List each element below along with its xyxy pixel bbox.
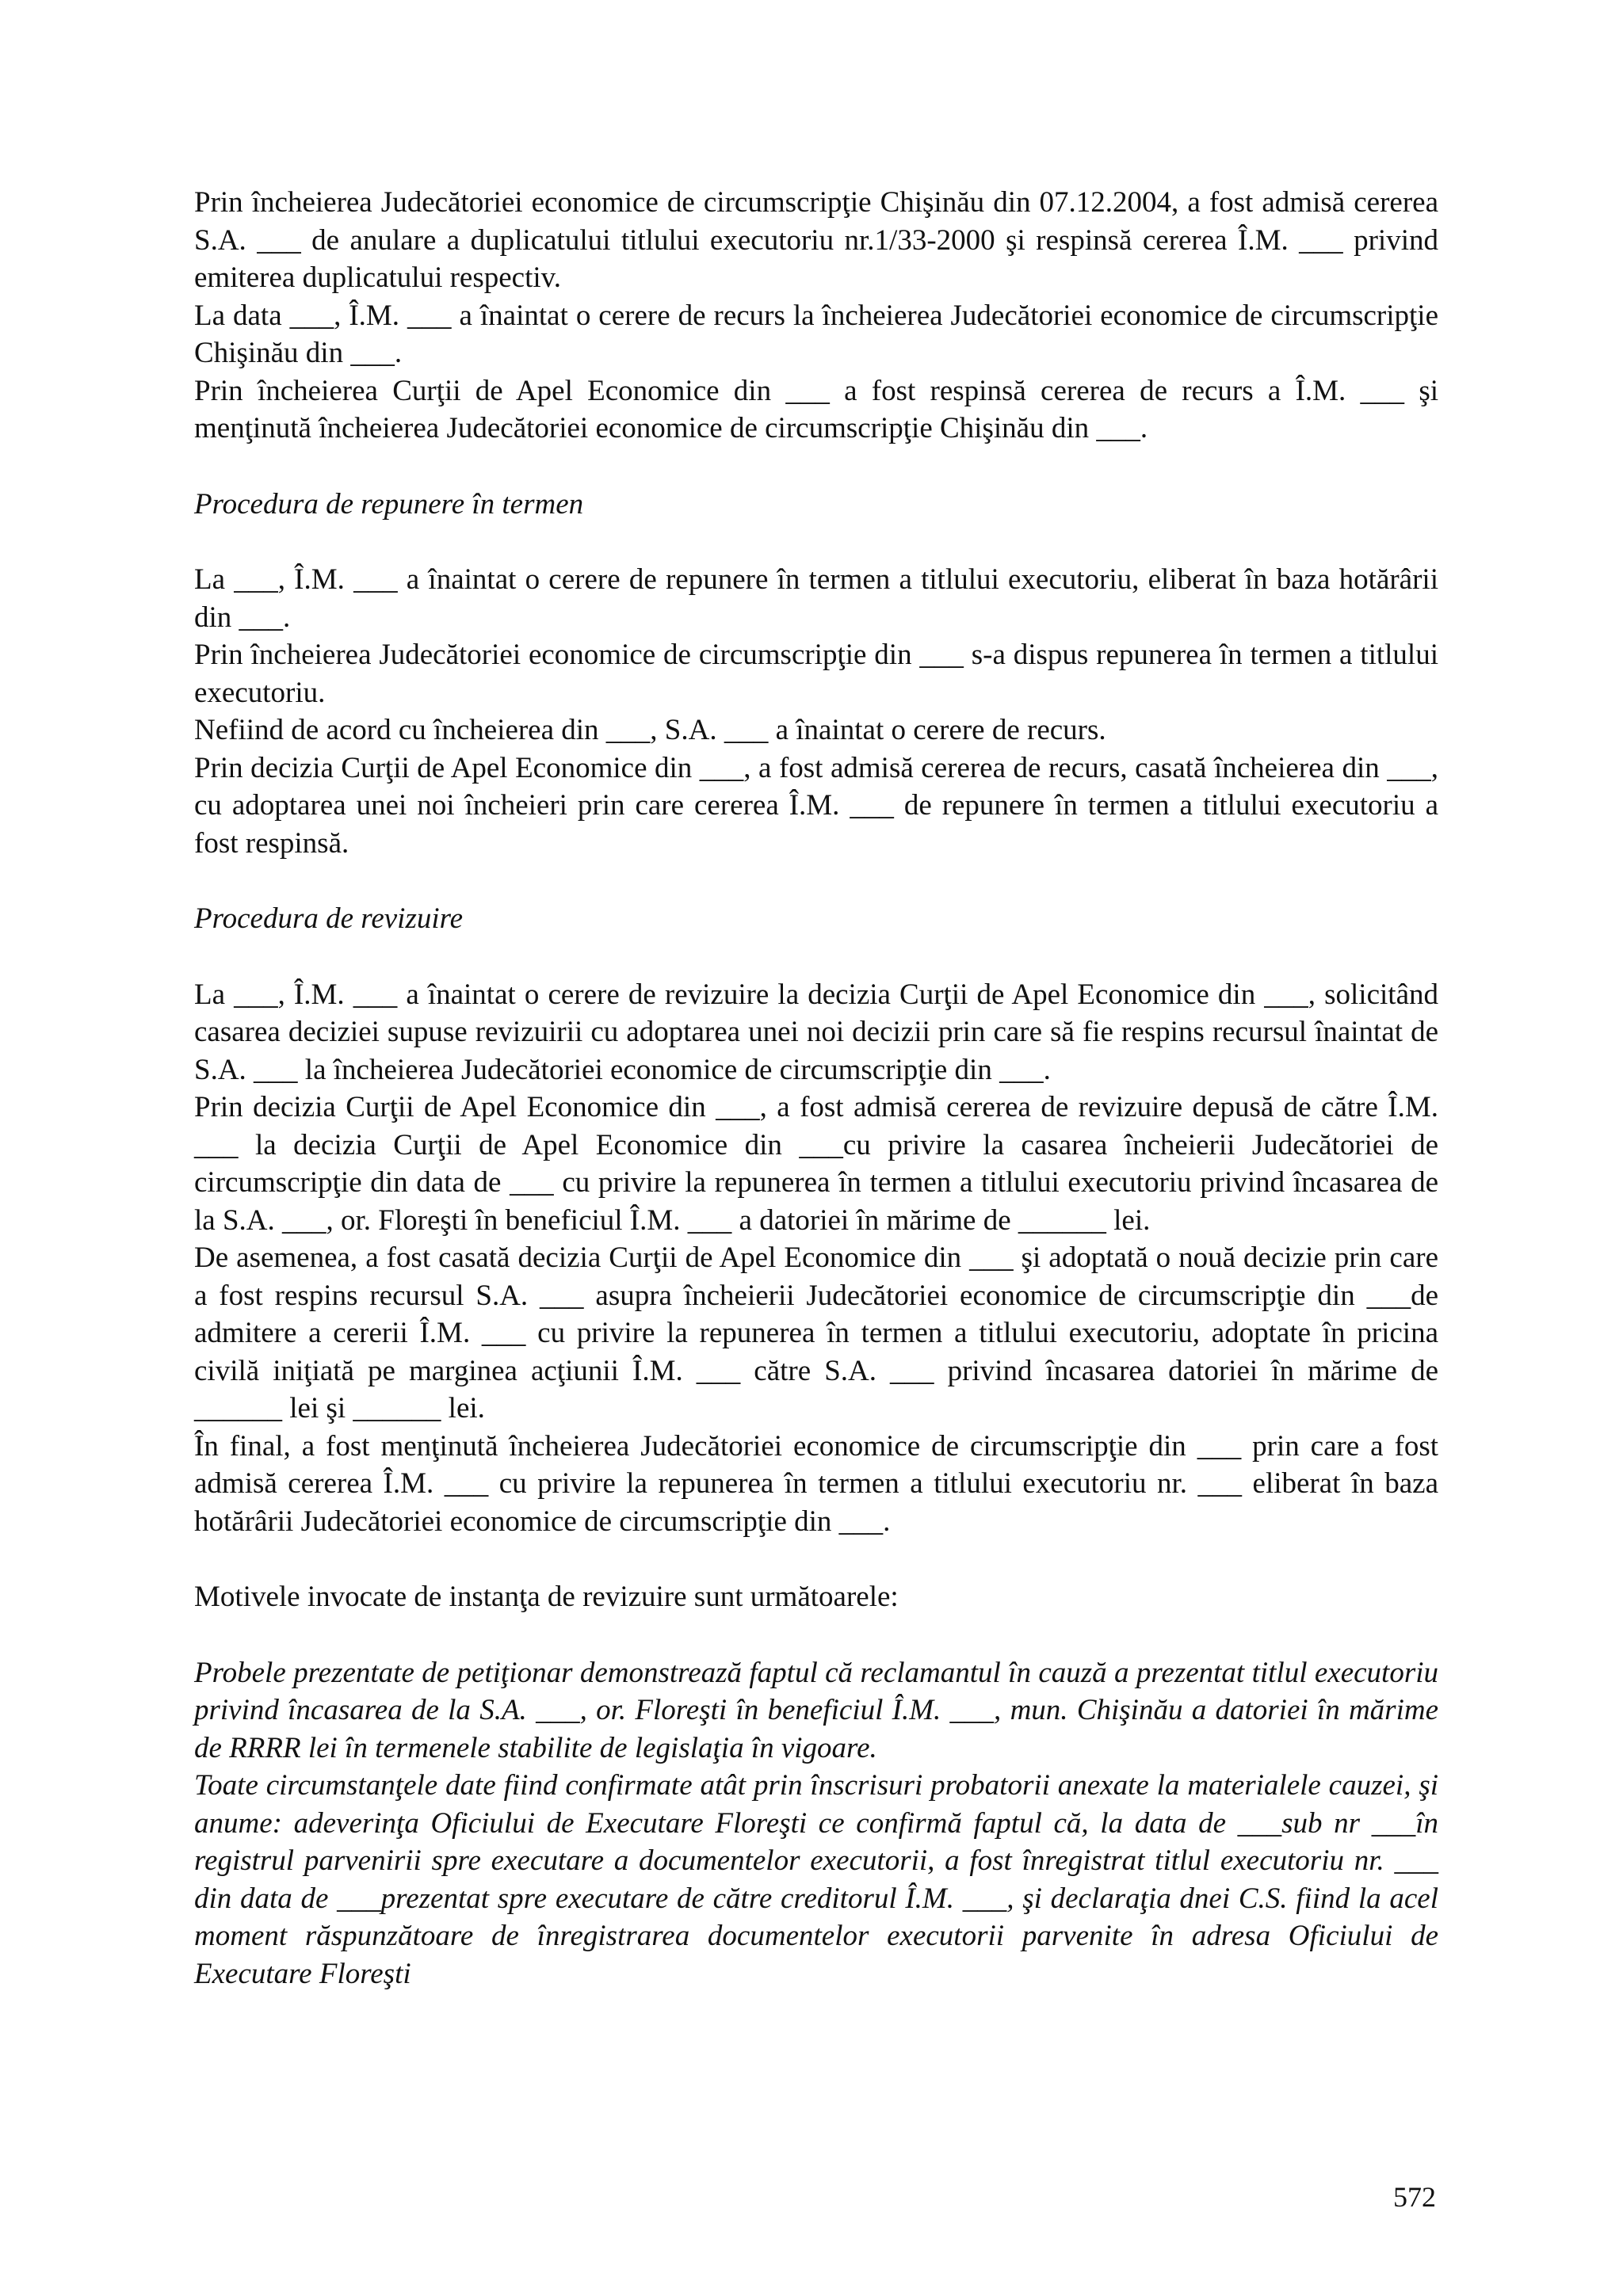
paragraph-revizuire-admisa: Prin decizia Curţii de Apel Economice din ___, a fost admisă cererea de revizuire depusă de către Î.M. ___ la decizia Curţii de Apel Economice din ___cu privire la casarea încheierii Judecătoriei de circumscripţie din data de ___ cu privire la repunerea în termen a titlului executoriu privind încasarea de la S.A. ___, or. Floreşti în beneficiul Î.M. ___ a datoriei în mărime de ______ lei. (194, 1091, 1438, 1237)
paragraph-circumstante: Toate circumstanţele date fiind confirmate atât prin înscrisuri probatorii anexate la materialele cauzei, şi anume: adeverinţa Oficiului de Executare Floreşti ce confirmă faptul că, la data de ___sub nr ___în registrul parvenirii spre executare a documentelor executorii, a fost înregistrat titlul executoriu nr. ___ din data de ___prezentat spre executare de către creditorul Î.M. ___, şi declaraţia dnei C.S. fiind la acel moment răspunzătoare de înregistrarea documentelor executorii parvenite în adresa Oficiului de Executare Floreşti (194, 1769, 1438, 1990)
paragraph-recurs-data: La data ___, Î.M. ___ a înaintat o cerere de recurs la încheierea Judecătoriei economice de circumscripţie Chişinău din ___. (194, 299, 1438, 369)
heading-procedura-revizuire: Procedura de revizuire (194, 902, 464, 935)
paragraph-decizie-casata: De asemenea, a fost casată decizia Curţii de Apel Economice din ___ şi adoptată o nouă decizie prin care a fost respins recursul S.A. ___ asupra încheierii Judecătoriei economice de circumscripţie din ___de admitere a cererii Î.M. ___ cu privire la repunerea în termen a titlului executoriu, adoptate în pricina civilă iniţiată pe marginea acţiunii Î.M. ___ către S.A. ___ privind încasarea datoriei în mărime de ______ lei şi ______ lei. (194, 1241, 1438, 1425)
document-page (194, 184, 1438, 1993)
paragraph-motive-intro: Motivele invocate de instanţa de revizuire sunt următoarele: (194, 1581, 899, 1613)
paragraph-probe-petitionar: Probele prezentate de petiţionar demonstrează faptul că reclamantul în cauză a prezentat titlul executoriu privind încasarea de la S.A. ___, or. Floreşti în beneficiul Î.M. ___, mun. Chişinău a datoriei în mărime de RRRR lei în termenele stabilite de legislaţia în vigoare. (194, 1656, 1438, 1764)
paragraph-curtea-apel-respins: Prin încheierea Curţii de Apel Economice din ___ a fost respinsă cererea de recurs a Î.M. ___ şi menţinută încheierea Judecătoriei economice de circumscripţie Chişinău din ___. (194, 374, 1438, 444)
paragraph-repunere-cerere: La ___, Î.M. ___ a înaintat o cerere de repunere în termen a titlului executoriu, eliberat în baza hotărârii din ___. (194, 563, 1438, 634)
page-number: 572 (1393, 2181, 1436, 2213)
heading-procedura-repunere: Procedura de repunere în termen (194, 487, 584, 521)
paragraph-decizie-recurs-admis: Prin decizia Curţii de Apel Economice din ___, a fost admisă cererea de recurs, casată încheierea din ___, cu adoptarea unei noi încheieri prin care cererea Î.M. ___ de repunere în termen a titlului executoriu a fost respinsă. (194, 751, 1438, 860)
paragraph-recurs-sa: Nefiind de acord cu încheierea din ___, S.A. ___ a înaintat o cerere de recurs. (194, 714, 1106, 746)
paragraph-cerere-revizuire: La ___, Î.M. ___ a înaintat o cerere de revizuire la decizia Curţii de Apel Economice din ___, solicitând casarea deciziei supuse revizuirii cu adoptarea unei noi decizii prin care să fie respins recursul înaintat de S.A. ___ la încheierea Judecătoriei economice de circumscripţie din ___. (194, 978, 1438, 1086)
paragraph-incheiere-2004: Prin încheierea Judecătoriei economice de circumscripţie Chişinău din 07.12.2004, a fost admisă cererea S.A. ___ de anulare a duplicatului titlului executoriu nr.1/33-2000 şi respinsă cererea Î.M. ___ privind emiterea duplicatului respectiv. (194, 186, 1438, 294)
paragraph-in-final: În final, a fost menţinută încheierea Judecătoriei economice de circumscripţie din ___ prin care a fost admisă cererea Î.M. ___ cu privire la repunerea în termen a titlului executoriu nr. ___ eliberat în baza hotărârii Judecătoriei economice de circumscripţie din ___. (194, 1429, 1438, 1538)
paragraph-repunere-dispusa: Prin încheierea Judecătoriei economice de circumscripţie din ___ s-a dispus repunerea în termen a titlului executoriu. (194, 639, 1438, 709)
